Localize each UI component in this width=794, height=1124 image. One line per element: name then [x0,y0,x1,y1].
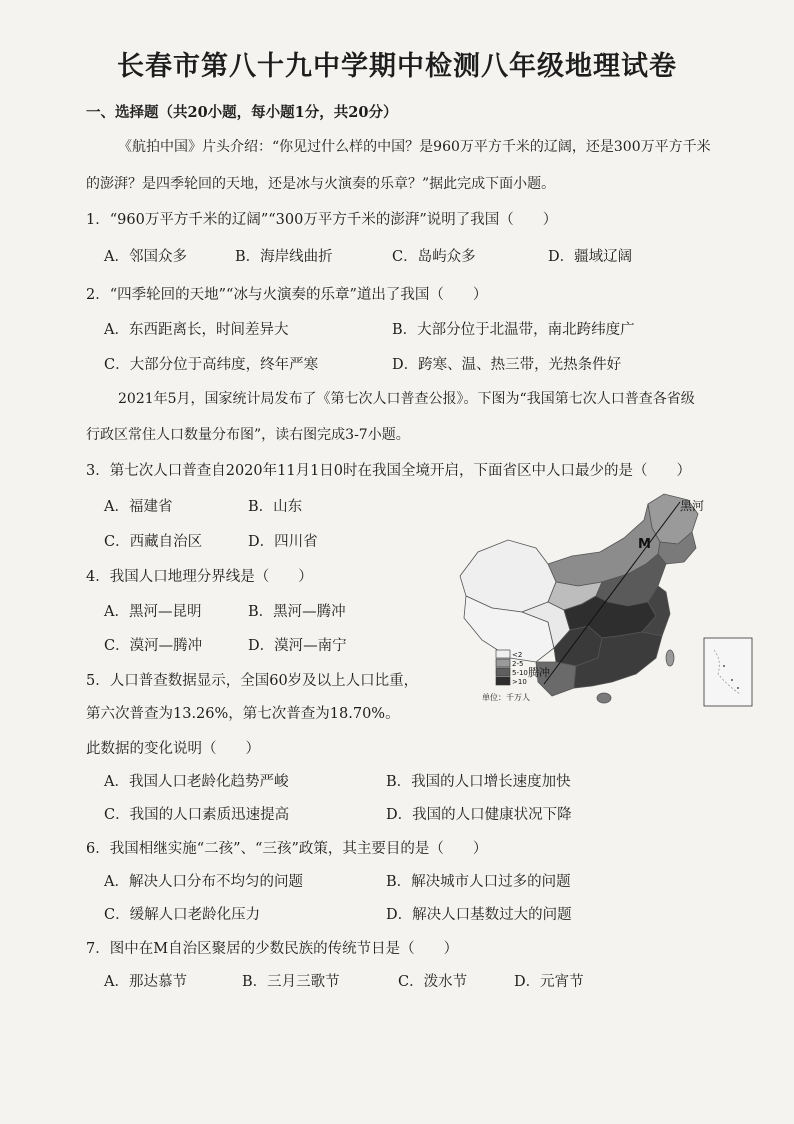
question-4-option-b: B．黑河—腾冲 [248,604,346,620]
question-1-option-b: B．海岸线曲折 [235,249,333,265]
page-title: 长春市第八十九中学期中检测八年级地理试卷 [117,51,677,82]
question-3-option-b: B．山东 [248,499,303,515]
intro-text-2-line-2: 行政区常住人口数量分布图”，读右图完成3-7小题。 [86,427,410,443]
question-5-option-c: C．我国的人口素质迅速提高 [104,807,290,823]
question-5-stem-line-3: 此数据的变化说明（ ） [86,741,260,757]
question-5-option-b: B．我国的人口增长速度加快 [386,774,571,790]
question-6-option-a: A．解决人口分布不均匀的问题 [104,874,303,890]
label-m: M [638,537,651,552]
intro-text-1-line-1: 《航拍中国》片头介绍：“你见过什么样的中国？是960万平方千米的辽阔，还是300万平方千米 [118,139,711,155]
question-3-option-c: C．西藏自治区 [104,534,203,550]
question-7-option-c: C．泼水节 [398,974,468,990]
question-1-stem: 1．“960万平方千米的辽阔”“300万平方千米的澎湃”说明了我国（ ） [86,212,558,228]
question-7-stem: 7．图中在M自治区聚居的少数民族的传统节日是（ ） [86,941,459,957]
question-6-option-c: C．缓解人口老龄化压力 [104,907,261,923]
question-3-option-a: A．福建省 [104,499,173,515]
label-heihe: 黑河 [680,499,705,513]
question-4-option-a: A．黑河—昆明 [104,604,202,620]
question-1-option-c: C．岛屿众多 [392,249,476,265]
intro-text-2-line-1: 2021年5月，国家统计局发布了《第七次人口普查公报》。下图为“我国第七次人口普查各省级 [118,391,695,407]
question-2-option-a: A．东西距离长，时间差异大 [104,322,289,338]
question-6-option-b: B．解决城市人口过多的问题 [386,874,571,890]
question-4-option-d: D．漠河—南宁 [248,638,347,654]
map-region-hainan [597,693,611,703]
section-heading: 一、选择题（共20小题，每小题1分，共20分） [86,104,398,121]
question-3-option-d: D．四川省 [248,534,318,550]
question-3-stem: 3．第七次人口普查自2020年11月1日0时在我国全境开启，下面省区中人口最少的是（ ） [86,463,692,479]
question-5-stem-line-1: 5．人口普查数据显示，全国60岁及以上人口比重， [86,673,419,689]
question-4-stem: 4．我国人口地理分界线是（ ） [86,569,313,585]
population-distribution-map [452,490,774,712]
label-tengchong: 腾冲 [528,666,550,679]
question-6-stem: 6．我国相继实施“二孩”、“三孩”政策，其主要目的是（ ） [86,841,488,857]
south-china-sea-inset [704,638,752,706]
china-map-graphic [452,490,774,712]
question-2-option-d: D．跨寒、温、热三带，光热条件好 [392,357,622,373]
question-7-option-d: D．元宵节 [514,974,584,990]
legend-item-1: <2 [512,651,523,659]
question-7-option-a: A．那达慕节 [104,974,187,990]
legend-item-3: 5-10 [512,669,528,677]
legend-item-4: >10 [512,678,527,686]
question-2-option-c: C．大部分位于高纬度，终年严寒 [104,357,319,373]
question-5-option-a: A．我国人口老龄化趋势严峻 [104,774,289,790]
question-1-option-d: D．疆域辽阔 [548,249,633,265]
map-region-taiwan [666,650,674,666]
question-6-option-d: D．解决人口基数过大的问题 [386,907,572,923]
legend-unit: 单位：千万人 [482,693,530,702]
question-7-option-b: B．三月三歌节 [242,974,340,990]
intro-text-1-line-2: 的澎湃？是四季轮回的天地，还是冰与火演奏的乐章？”据此完成下面小题。 [86,176,556,192]
question-5-option-d: D．我国的人口健康状况下降 [386,807,572,823]
question-4-option-c: C．漠河—腾冲 [104,638,203,654]
question-1-option-a: A．邻国众多 [104,249,187,265]
question-5-stem-line-2: 第六次普查为13.26%，第七次普查为18.70%。 [86,706,400,722]
question-2-stem: 2．“四季轮回的天地”“冰与火演奏的乐章”道出了我国（ ） [86,287,488,303]
legend-item-2: 2-5 [512,660,524,668]
question-2-option-b: B．大部分位于北温带，南北跨纬度广 [392,322,635,338]
